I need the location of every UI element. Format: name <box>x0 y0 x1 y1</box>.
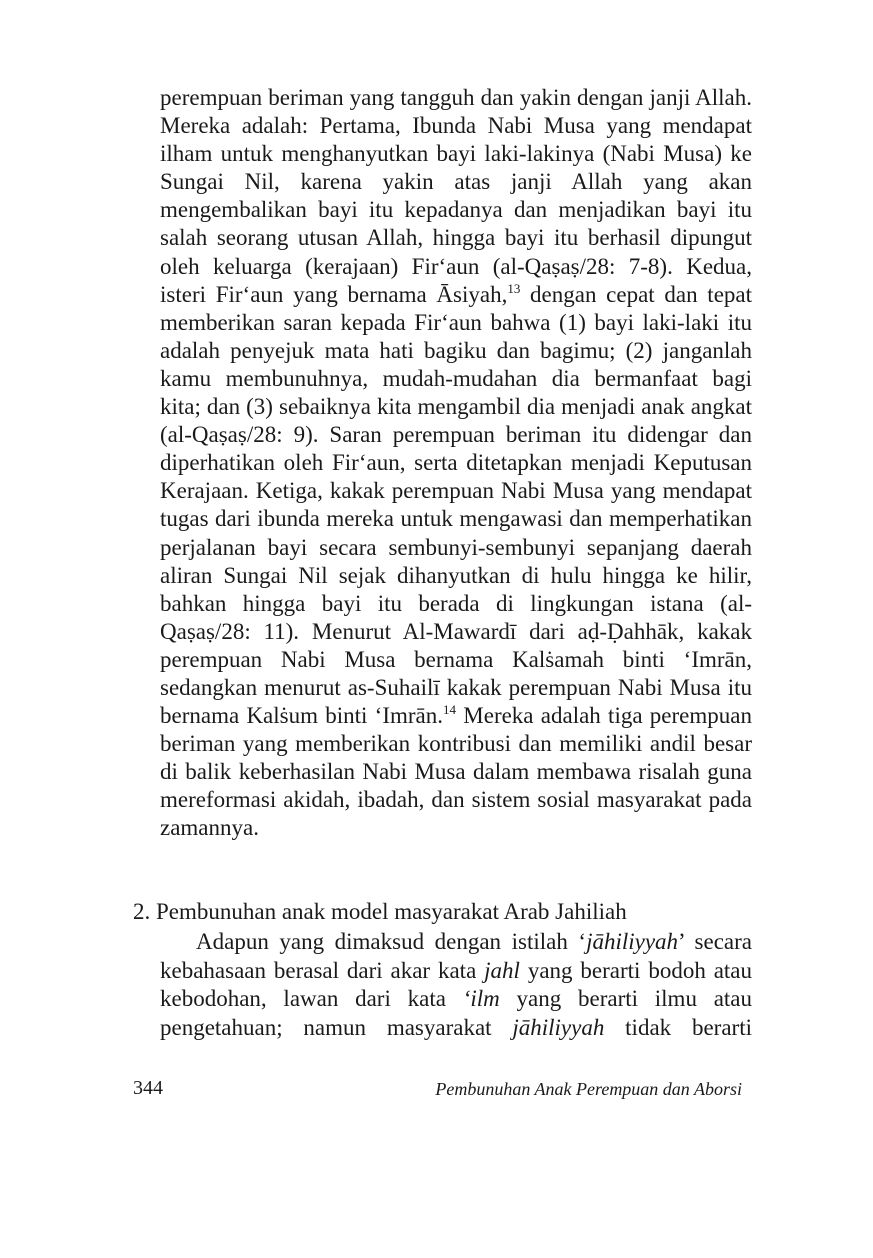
paragraph-text-part-1: perempuan beriman yang tangguh dan yakin dengan janji Allah. Mereka adalah: Pertama, Ibunda Nabi Musa yang mendapat ilham untuk menghanyutkan bayi laki-lakinya (Nabi Musa) ke Sungai Nil, karena yakin atas janji Allah yang akan mengembalikan bayi itu kepadanya dan menjadikan bayi itu salah seorang utusan Allah, hingga bayi itu berhasil dipungut oleh keluarga (kerajaan) Fir‘aun (al-Qaṣaṣ/28: 7-8). Kedua, isteri Fir‘aun yang bernama Āsiyah, <box>160 85 752 307</box>
section-text-segment-2: ’ secara kebahasaan berasal dari akar kata <box>160 929 753 983</box>
section-text-segment-5: tidak berarti <box>604 1014 752 1040</box>
paragraph-women-of-faith <box>160 84 752 843</box>
section-paragraph <box>160 928 752 1042</box>
paragraph-text-part-3: Mereka adalah tiga perempuan beriman yang memberikan kontribusi dan memiliki andil besar di balik keberhasilan Nabi Musa dalam membawa risalah guna mereformasi akidah, ibadah, dan sistem sosial masyarakat pada zamannya. <box>160 703 752 841</box>
page-number: 344 <box>133 1077 163 1099</box>
section-text-segment-1: Adapun yang dimaksud dengan istilah ‘ <box>196 929 587 954</box>
term-jahl: jahl <box>484 957 520 983</box>
section-heading: 2. Pembunuhan anak model masyarakat Arab Jahiliah <box>133 899 627 924</box>
term-jahiliyyah-second: jāhiliyyah <box>512 1014 605 1040</box>
footnote-marker-14[interactable]: 14 <box>443 702 457 718</box>
running-title: Pembunuhan Anak Perempuan dan Aborsi <box>435 1079 742 1099</box>
term-ilm: ‘ilm <box>462 986 500 1011</box>
paragraph-text-part-2: dengan cepat dan tepat memberikan saran kepada Fir‘aun bahwa (1) bayi laki-laki itu adalah penyejuk mata hati bagiku dan bagimu; (2) janganlah kamu membunuhnya, mudah-mudahan dia bermanfaat bagi kita; dan (3) sebaiknya kita mengambil dia menjadi anak angkat (al-Qaṣaṣ/28: 9). Saran perempuan beriman itu didengar dan diperhatikan oleh Fir‘aun, serta ditetapkan menjadi Keputusan Kerajaan. Ketiga, kakak perempuan Nabi Musa yang mendapat tugas dari ibunda mereka untuk mengawasi dan memperhatikan perjalanan bayi secara sembunyi-sembunyi sepanjang daerah aliran Sungai Nil sejak dihanyutkan di hulu hingga ke hilir, bahkan hingga bayi itu berada di lingkungan istana (al-Qaṣaṣ/28: 11). Menurut Al-Mawardī dari aḍ-Ḍahhāk, kakak perempuan Nabi Musa bernama Kalṡamah binti ‘Imrān, sedangkan menurut as-Suhailī kakak perempuan Nabi Musa itu bernama Kalṡum binti ‘Imrān. <box>160 281 752 729</box>
section-text-segment-3: yang berarti bodoh atau kebodohan, lawan dari kata <box>160 957 753 1011</box>
section-text-segment-4: yang berarti ilmu atau pengetahuan; namun masyarakat <box>160 986 753 1040</box>
footnote-marker-13[interactable]: 13 <box>507 280 521 296</box>
body-text <box>160 84 752 843</box>
term-jahiliyyah: jāhiliyyah <box>586 929 679 954</box>
